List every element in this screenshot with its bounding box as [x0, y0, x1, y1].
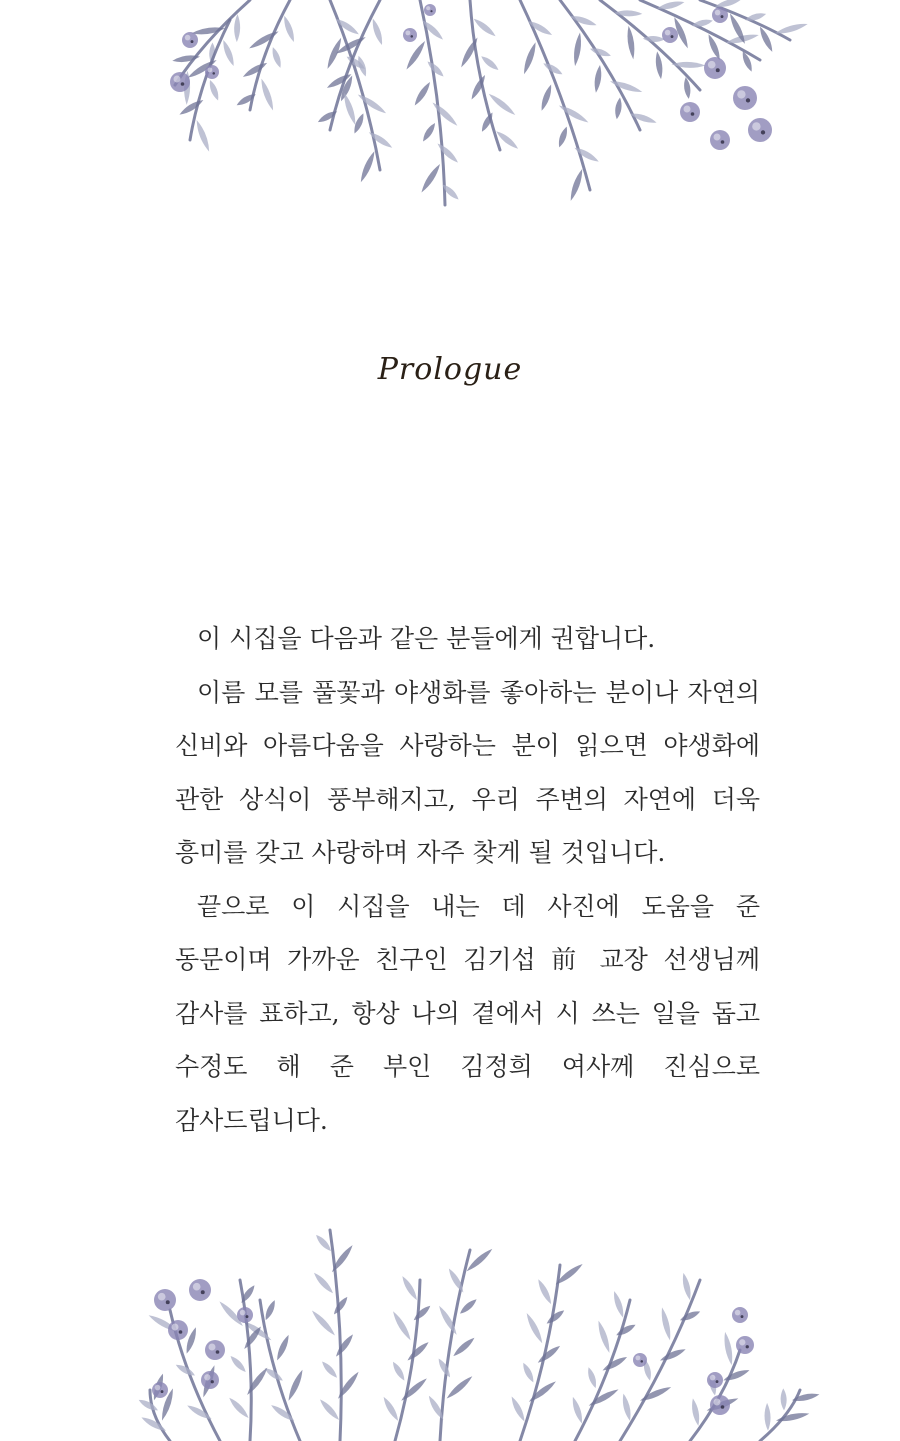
paragraph: 끝으로 이 시집을 내는 데 사진에 도움을 준 동문이며 가까운 친구인 김기섭 前 교장 선생님께 감사를 표하고, 항상 나의 곁에서 시 쓰는 일을 돕고 수정도 해 준 부인 김정희 여사께 진심으로 감사드립니다. — [175, 891, 760, 1135]
top-botanical-illustration — [0, 0, 900, 215]
paragraph: 이름 모를 풀꽃과 야생화를 좋아하는 분이나 자연의 신비와 아름다움을 사랑하는 분이 읽으면 야생화에 관한 상식이 풍부해지고, 우리 주변의 자연에 더욱 흥미를 갖고 사랑하며 자주 찾게 될 것입니다. — [175, 677, 760, 867]
prologue-body — [175, 612, 760, 1147]
page-title: Prologue — [377, 352, 523, 387]
paragraph: 이 시집을 다음과 같은 분들에게 권합니다. — [197, 624, 656, 653]
bottom-botanical-illustration — [0, 1220, 900, 1441]
